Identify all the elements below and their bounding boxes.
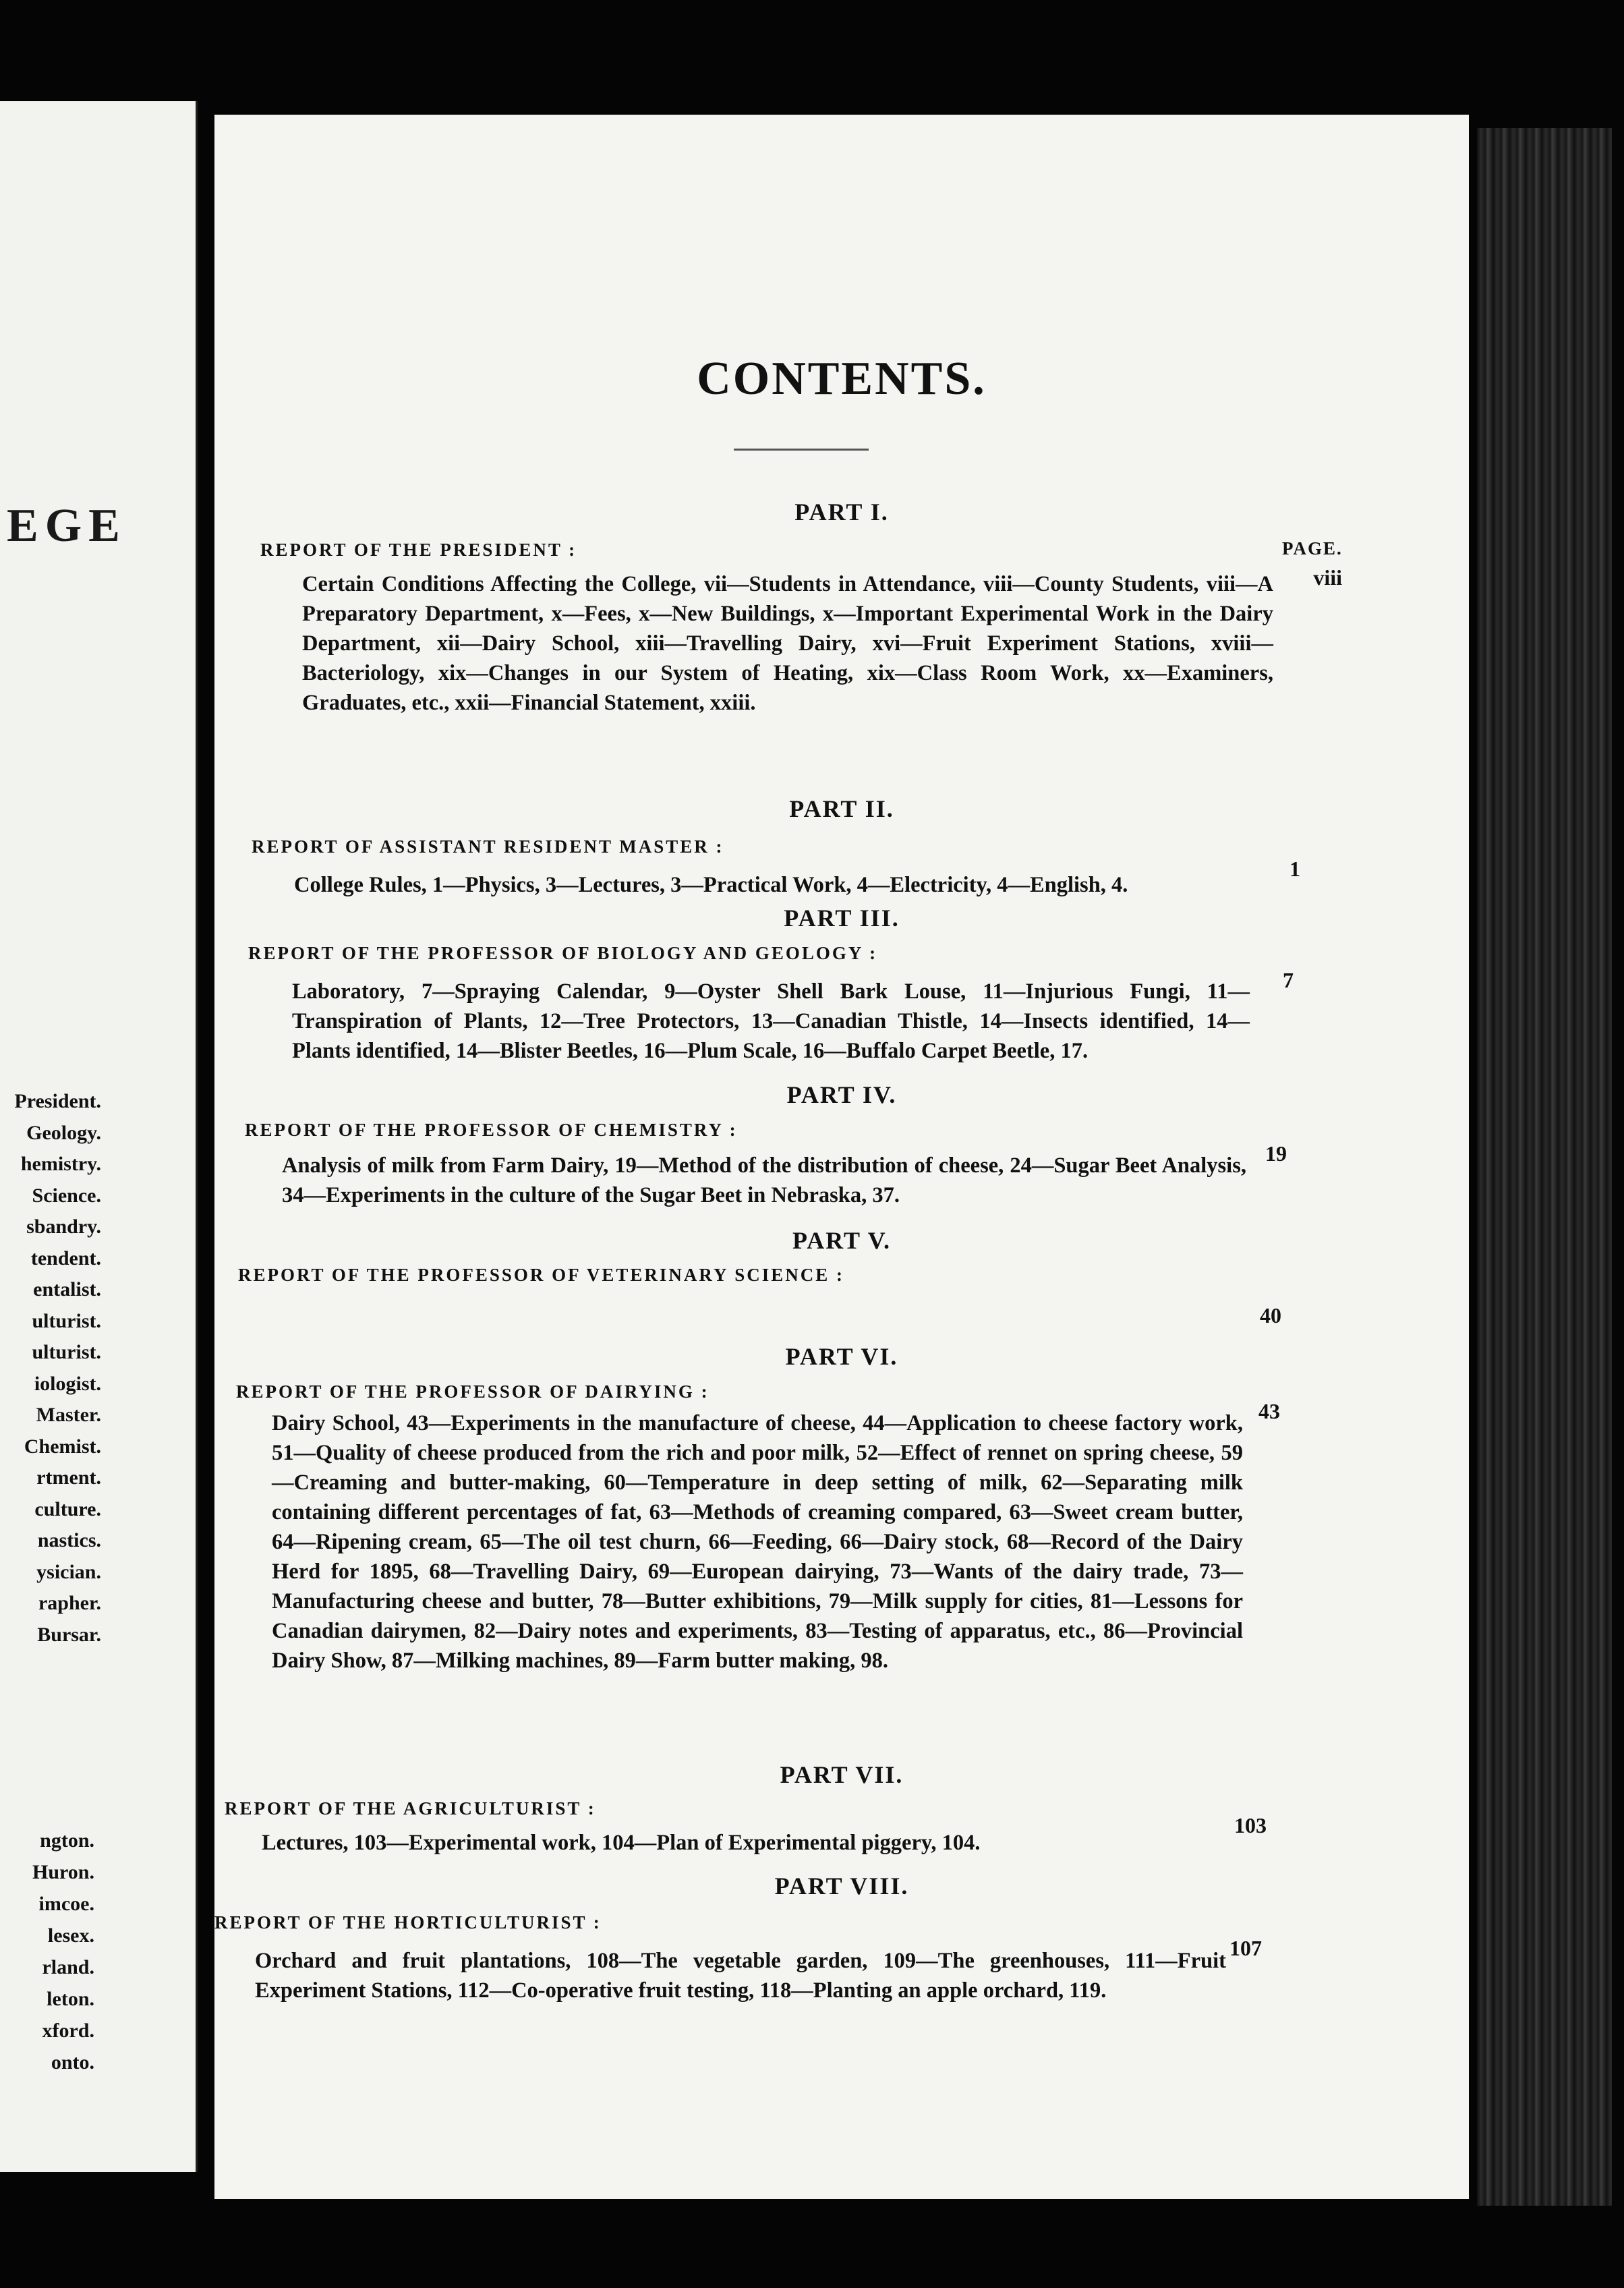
officer-title-fragment: Chemist. [24,1435,101,1458]
page-number: 7 [1283,968,1294,992]
page-number: 43 [1258,1399,1280,1423]
officer-title-fragment: ysician. [36,1560,101,1583]
page-number: 103 [1234,1813,1267,1837]
left-page-fragment [0,101,198,2172]
officer-title-fragment: culture. [34,1497,101,1520]
report-heading: REPORT OF THE HORTICULTURIST : [214,1912,602,1933]
part-entries: Dairy School, 43—Experiments in the manufacture of cheese, 44—Application to cheese factory work, 51—Quality of cheese produced from the rich and poor milk, 52—Effect of rennet on spring cheese, 59—Creaming and butter-making, 60—Temperature in deep setting of milk, 62—Separating milk containing different percentages of fat, 63—Methods of creaming compared, 63—Sweet cream butter, 64—Ripening cream, 65—The oil test churn, 66—Feeding, 66—Dairy stock, 68—Record of the Dairy Herd for 1895, 68—Travelling Dairy, 69—European dairying, 73—Wants of the dairy trade, 73—Manufacturing cheese and butter, 78—Butter exhibitions, 79—Milk supply for cities, 81—Lessons for Canadian dairymen, 82—Dairy notes and experiments, 83—Testing of apparatus, etc., 86—Provincial Dairy Show, 87—Milking machines, 89—Farm butter making, 98. [272,1411,1243,1673]
officer-title-fragment: sbandry. [26,1216,101,1238]
page-title: CONTENTS. [697,353,987,405]
officer-title-fragment: nastics. [37,1529,101,1551]
officer-title-fragment: tendent. [30,1247,101,1269]
report-heading: REPORT OF THE PROFESSOR OF CHEMISTRY : [245,1120,738,1140]
part-heading: PART VIII. [774,1872,909,1899]
part-entries: Laboratory, 7—Spraying Calendar, 9—Oyster Shell Bark Louse, 11—Injurious Fungi, 11—Transpiration of Plants, 12—Tree Protectors, 13—Canadian Thistle, 14—Insects identified, 14—Plants identified, 14—Blister Beetles, 16—Plum Scale, 16—Buffalo Carpet Beetle, 17. [292,979,1250,1063]
report-heading: REPORT OF THE PRESIDENT : [260,540,577,560]
part-entries: Orchard and fruit plantations, 108—The vegetable garden, 109—The greenhouses, 111—Fruit Experiment Stations, 112—Co-operative fruit testing, 118—Planting an apple orchard, 119. [255,1949,1226,2003]
officer-title-fragment: rtment. [36,1466,101,1489]
officer-title-fragment: Geology. [26,1121,101,1144]
part-entries: Lectures, 103—Experimental work, 104—Plan of Experimental piggery, 104. [262,1831,981,1855]
county-name-fragment: Huron. [32,1861,94,1883]
officer-title-fragment: ulturist. [32,1309,101,1332]
contents-page [214,115,1469,2199]
part-heading: PART II. [789,795,894,822]
part-entries: Analysis of milk from Farm Dairy, 19—Method of the distribution of cheese, 24—Sugar Beet Analysis, 34—Experiments in the culture of the Sugar Beet in Nebraska, 37. [282,1153,1246,1207]
part-heading: PART VI. [785,1343,898,1370]
part-heading: PART I. [794,498,889,525]
report-heading: REPORT OF THE PROFESSOR OF DAIRYING : [236,1381,709,1402]
page-number: 107 [1229,1936,1262,1960]
officer-title-fragment: Master. [36,1404,101,1426]
part-entries: College Rules, 1—Physics, 3—Lectures, 3—Practical Work, 4—Electricity, 4—English, 4. [294,873,1128,897]
county-name-fragment: rland. [42,1956,94,1978]
book-binding [1477,128,1612,2206]
county-name-fragment: onto. [51,2051,94,2074]
county-name-fragment: leton. [47,1988,94,2010]
county-name-fragment: imcoe. [38,1893,94,1915]
report-heading: REPORT OF THE AGRICULTURIST : [225,1798,596,1819]
title-rule [734,449,869,451]
county-name-fragment: lesex. [47,1924,94,1947]
officer-list [14,1086,101,1651]
part-heading: PART V. [792,1227,892,1254]
county-name-fragment: ngton. [40,1829,94,1852]
officer-title-fragment: iologist. [34,1372,101,1395]
part-entries: Certain Conditions Affecting the College, vii—Students in Attendance, viii—County Students, viii—A Preparatory Department, x—Fees, x—New Buildings, x—Important Experimental Work in the Dairy Department, xii—Dairy School, xiii—Travelling Dairy, xvi—Fruit Experiment Stations, xviii—Bacteriology, xix—Changes in our System of Heating, xix—Class Room Work, xx—Examiners, Graduates, etc., xxii—Financial Statement, xxiii. [302,572,1273,715]
county-list [32,1825,94,2078]
page-number: viii [1313,565,1342,590]
part-heading: PART III. [784,905,900,932]
report-heading: REPORT OF THE PROFESSOR OF VETERINARY SCIENCE : [238,1265,844,1285]
page-column-label: PAGE. [1282,538,1343,559]
officer-title-fragment: hemistry. [20,1153,101,1175]
officer-title-fragment: rapher. [38,1592,101,1614]
page-number: 1 [1289,857,1300,881]
left-page-title-fragment: EGE [7,500,127,552]
county-name-fragment: xford. [42,2020,94,2042]
page-number: 40 [1260,1303,1281,1327]
officer-title-fragment: ulturist. [32,1341,101,1363]
part-heading: PART VII. [780,1761,904,1788]
part-heading: PART IV. [786,1081,897,1108]
officer-title-fragment: Bursar. [37,1623,101,1646]
officer-title-fragment: President. [14,1090,101,1112]
report-heading: REPORT OF THE PROFESSOR OF BIOLOGY AND GEOLOGY : [248,943,878,963]
officer-title-fragment: entalist. [33,1278,101,1300]
officer-title-fragment: Science. [32,1184,101,1207]
page-number: 19 [1265,1141,1287,1166]
report-heading: REPORT OF ASSISTANT RESIDENT MASTER : [252,836,724,857]
